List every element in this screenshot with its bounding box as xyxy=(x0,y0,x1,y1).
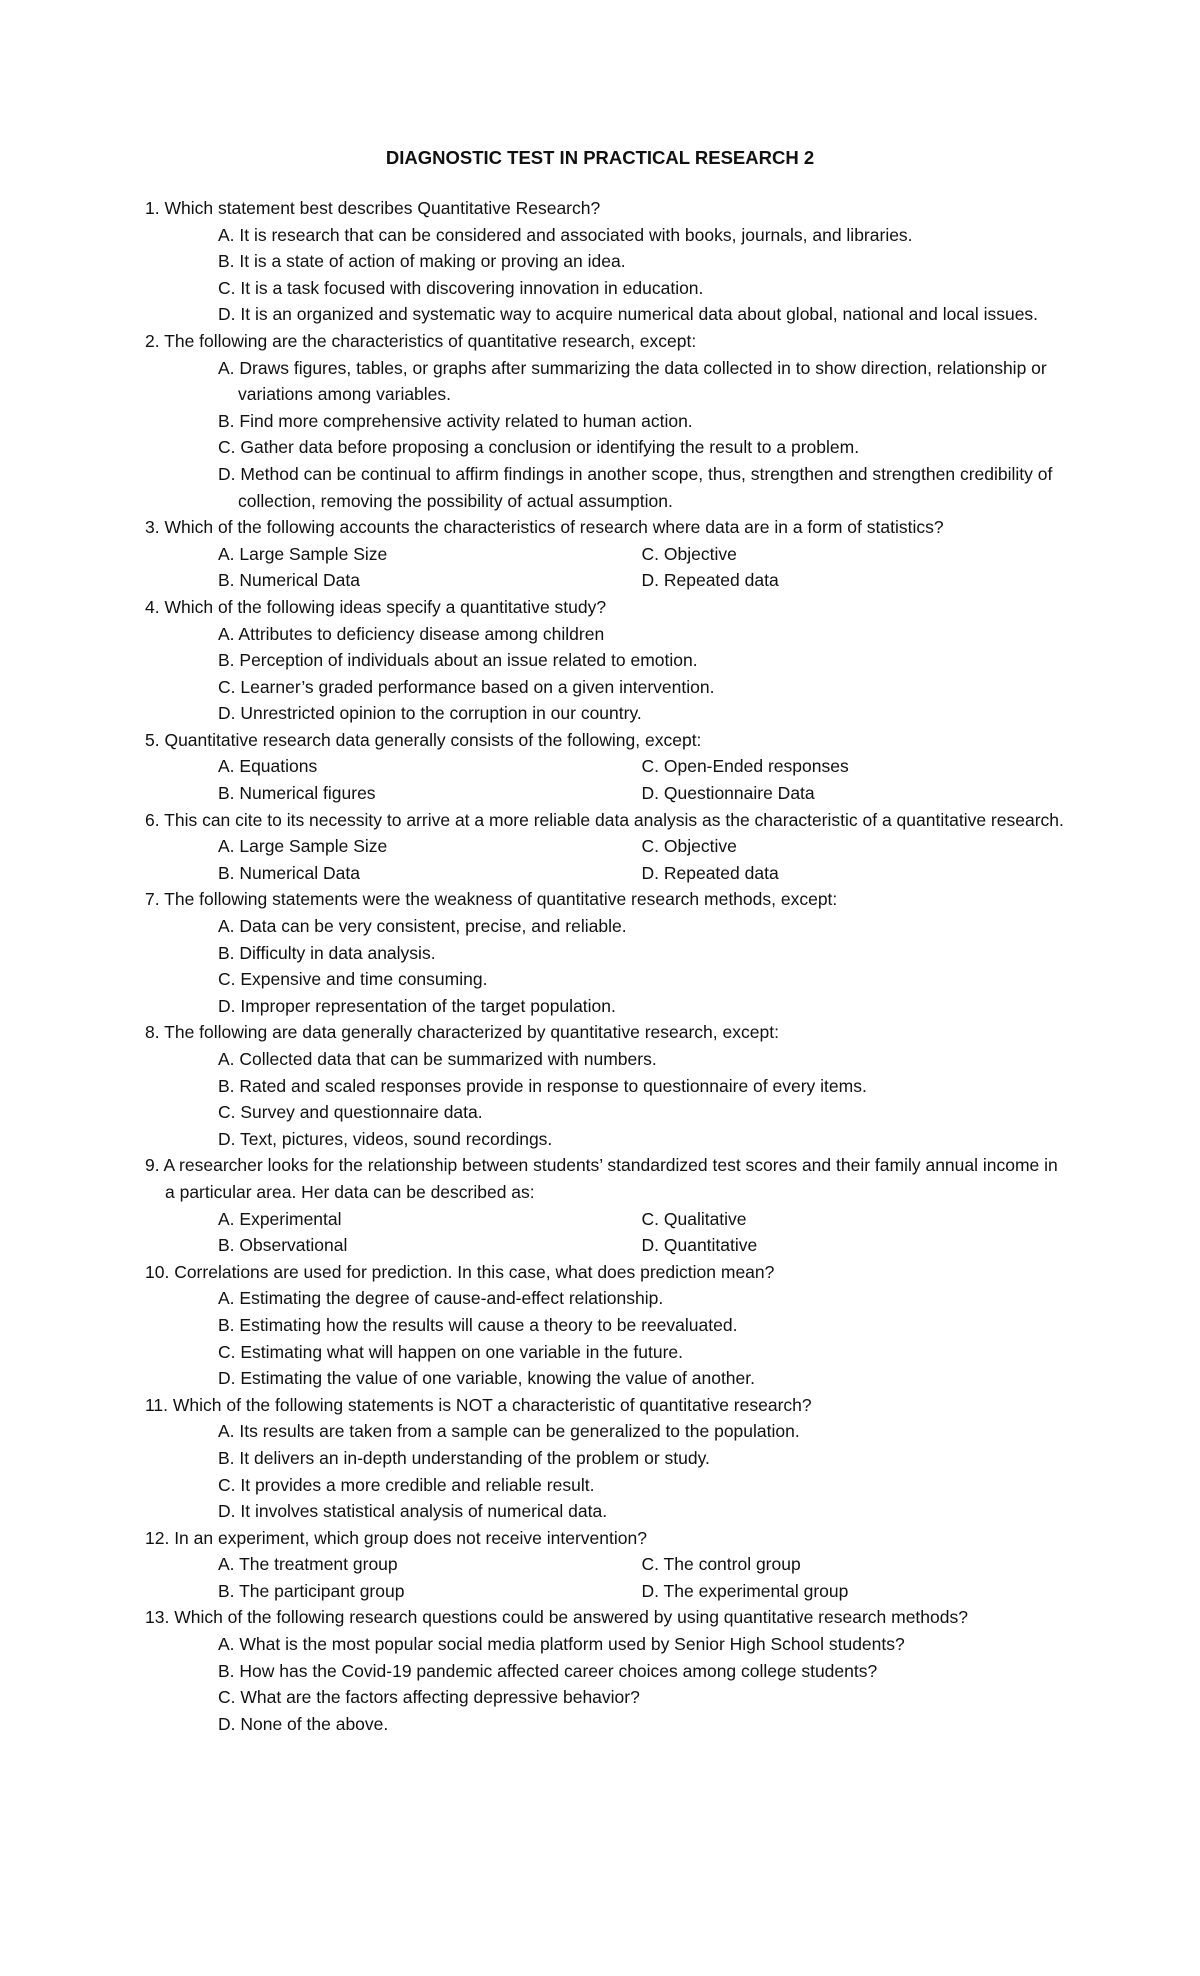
option-d: D. Text, pictures, videos, sound recordings. xyxy=(218,1128,553,1149)
option-a: A. Large Sample Size xyxy=(218,836,388,857)
option-d: D. Method can be continual to affirm findings in another scope, thus, strengthen and strengthen credibility of collection, removing the possibility of actual assumption. xyxy=(218,463,1053,511)
option-list xyxy=(145,1418,1065,1524)
option-b: B. It delivers an in-depth understanding of the problem or study. xyxy=(218,1447,710,1468)
option-d: D. The experimental group xyxy=(641,1580,849,1601)
option-row xyxy=(145,753,1065,780)
option-c: C. Objective xyxy=(641,543,737,564)
option-d: D. Repeated data xyxy=(641,862,779,883)
question-4 xyxy=(145,594,1065,727)
question-12 xyxy=(145,1525,1065,1605)
option-d: D. Estimating the value of one variable, knowing the value of another. xyxy=(218,1368,755,1389)
option-c: C. Objective xyxy=(641,836,737,857)
option-c: C. Estimating what will happen on one variable in the future. xyxy=(218,1341,683,1362)
option-d: D. None of the above. xyxy=(218,1713,389,1734)
question-stem: 2. The following are the characteristics of quantitative research, except: xyxy=(145,330,697,351)
option-b: B. Numerical figures xyxy=(218,783,376,804)
option-row xyxy=(145,567,1065,594)
question-10 xyxy=(145,1259,1065,1392)
option-row xyxy=(145,1578,1065,1605)
option-list xyxy=(145,913,1065,1019)
option-row xyxy=(145,541,1065,568)
option-a: A. Attributes to deficiency disease among children xyxy=(218,623,605,644)
question-13 xyxy=(145,1604,1065,1737)
option-c: C. It provides a more credible and reliable result. xyxy=(218,1474,595,1495)
document-title: DIAGNOSTIC TEST IN PRACTICAL RESEARCH 2 xyxy=(385,147,815,168)
question-2 xyxy=(145,328,1065,514)
option-row xyxy=(145,1232,1065,1259)
question-list xyxy=(145,195,1065,1737)
option-a: A. Estimating the degree of cause-and-effect relationship. xyxy=(218,1288,664,1309)
option-row xyxy=(145,1551,1065,1578)
option-a: A. Its results are taken from a sample can be generalized to the population. xyxy=(218,1421,800,1442)
question-stem: 13. Which of the following research questions could be answered by using quantitative research methods? xyxy=(145,1607,968,1628)
option-a: A. Draws figures, tables, or graphs after summarizing the data collected in to show direction, relationship or variations among variables. xyxy=(218,357,1047,405)
question-stem: 9. A researcher looks for the relationship between students’ standardized test scores and their family annual income in a particular area. Her data can be described as: xyxy=(145,1155,1058,1202)
option-a: A. Experimental xyxy=(218,1208,342,1229)
option-list xyxy=(145,621,1065,727)
option-a: A. Equations xyxy=(218,756,318,777)
option-row xyxy=(145,860,1065,887)
question-9 xyxy=(145,1152,1065,1258)
question-5 xyxy=(145,727,1065,807)
option-b: B. Numerical Data xyxy=(218,862,360,883)
option-a: A. Data can be very consistent, precise, and reliable. xyxy=(218,916,627,937)
question-stem: 8. The following are data generally characterized by quantitative research, except: xyxy=(145,1022,779,1043)
option-a: A. It is research that can be considered and associated with books, journals, and libraries. xyxy=(218,224,913,245)
question-stem: 3. Which of the following accounts the characteristics of research where data are in a form of statistics? xyxy=(145,517,944,538)
option-row xyxy=(145,780,1065,807)
question-1 xyxy=(145,195,1065,328)
option-list xyxy=(145,355,1065,515)
option-b: B. How has the Covid-19 pandemic affected career choices among college students? xyxy=(218,1660,878,1681)
question-8 xyxy=(145,1019,1065,1152)
question-stem: 5. Quantitative research data generally consists of the following, except: xyxy=(145,729,702,750)
option-b: B. Rated and scaled responses provide in response to questionnaire of every items. xyxy=(218,1075,867,1096)
question-stem: 10. Correlations are used for prediction. In this case, what does prediction mean? xyxy=(145,1261,775,1282)
option-d: D. It is an organized and systematic way to acquire numerical data about global, national and local issues. xyxy=(218,304,1039,325)
option-c: C. Learner’s graded performance based on a given intervention. xyxy=(218,676,715,697)
option-list xyxy=(145,222,1065,328)
option-d: D. Unrestricted opinion to the corruption in our country. xyxy=(218,703,642,724)
option-b: B. Find more comprehensive activity related to human action. xyxy=(218,410,693,431)
question-3 xyxy=(145,514,1065,594)
option-c: C. It is a task focused with discovering innovation in education. xyxy=(218,277,704,298)
question-6 xyxy=(145,807,1065,887)
option-a: A. Large Sample Size xyxy=(218,543,388,564)
option-b: B. Observational xyxy=(218,1235,348,1256)
option-d: D. Repeated data xyxy=(641,570,779,591)
option-c: C. Survey and questionnaire data. xyxy=(218,1102,483,1123)
option-list xyxy=(145,1631,1065,1737)
option-b: B. Estimating how the results will cause a theory to be reevaluated. xyxy=(218,1314,738,1335)
option-a: A. What is the most popular social media platform used by Senior High School students? xyxy=(218,1634,905,1655)
option-row xyxy=(145,1206,1065,1233)
question-stem: 7. The following statements were the weakness of quantitative research methods, except: xyxy=(145,889,838,910)
option-list xyxy=(145,1285,1065,1391)
option-c: C. The control group xyxy=(641,1554,801,1575)
option-list xyxy=(145,1046,1065,1152)
option-b: B. Perception of individuals about an issue related to emotion. xyxy=(218,650,698,671)
option-b: B. Numerical Data xyxy=(218,570,360,591)
option-b: B. Difficulty in data analysis. xyxy=(218,942,436,963)
option-d: D. Improper representation of the target population. xyxy=(218,995,616,1016)
question-stem: 11. Which of the following statements is NOT a characteristic of quantitative research? xyxy=(145,1394,812,1415)
option-a: A. The treatment group xyxy=(218,1554,398,1575)
question-stem: 12. In an experiment, which group does not receive intervention? xyxy=(145,1527,647,1548)
option-d: D. Questionnaire Data xyxy=(641,783,815,804)
option-b: B. The participant group xyxy=(218,1580,405,1601)
option-c: C. Open-Ended responses xyxy=(641,756,849,777)
option-c: C. Qualitative xyxy=(641,1208,747,1229)
option-row xyxy=(145,833,1065,860)
option-b: B. It is a state of action of making or proving an idea. xyxy=(218,251,626,272)
option-d: D. Quantitative xyxy=(641,1235,758,1256)
option-c: C. What are the factors affecting depressive behavior? xyxy=(218,1687,640,1708)
option-a: A. Collected data that can be summarized with numbers. xyxy=(218,1049,657,1069)
question-stem: 4. Which of the following ideas specify a quantitative study? xyxy=(145,596,607,617)
question-11 xyxy=(145,1392,1065,1525)
question-stem: 6. This can cite to its necessity to arrive at a more reliable data analysis as the characteristic of a quantitative research. xyxy=(145,809,1064,830)
option-c: C. Gather data before proposing a conclusion or identifying the result to a problem. xyxy=(218,437,860,458)
question-stem: 1. Which statement best describes Quantitative Research? xyxy=(145,198,601,218)
question-7 xyxy=(145,886,1065,1019)
option-c: C. Expensive and time consuming. xyxy=(218,969,488,990)
option-d: D. It involves statistical analysis of numerical data. xyxy=(218,1501,608,1522)
